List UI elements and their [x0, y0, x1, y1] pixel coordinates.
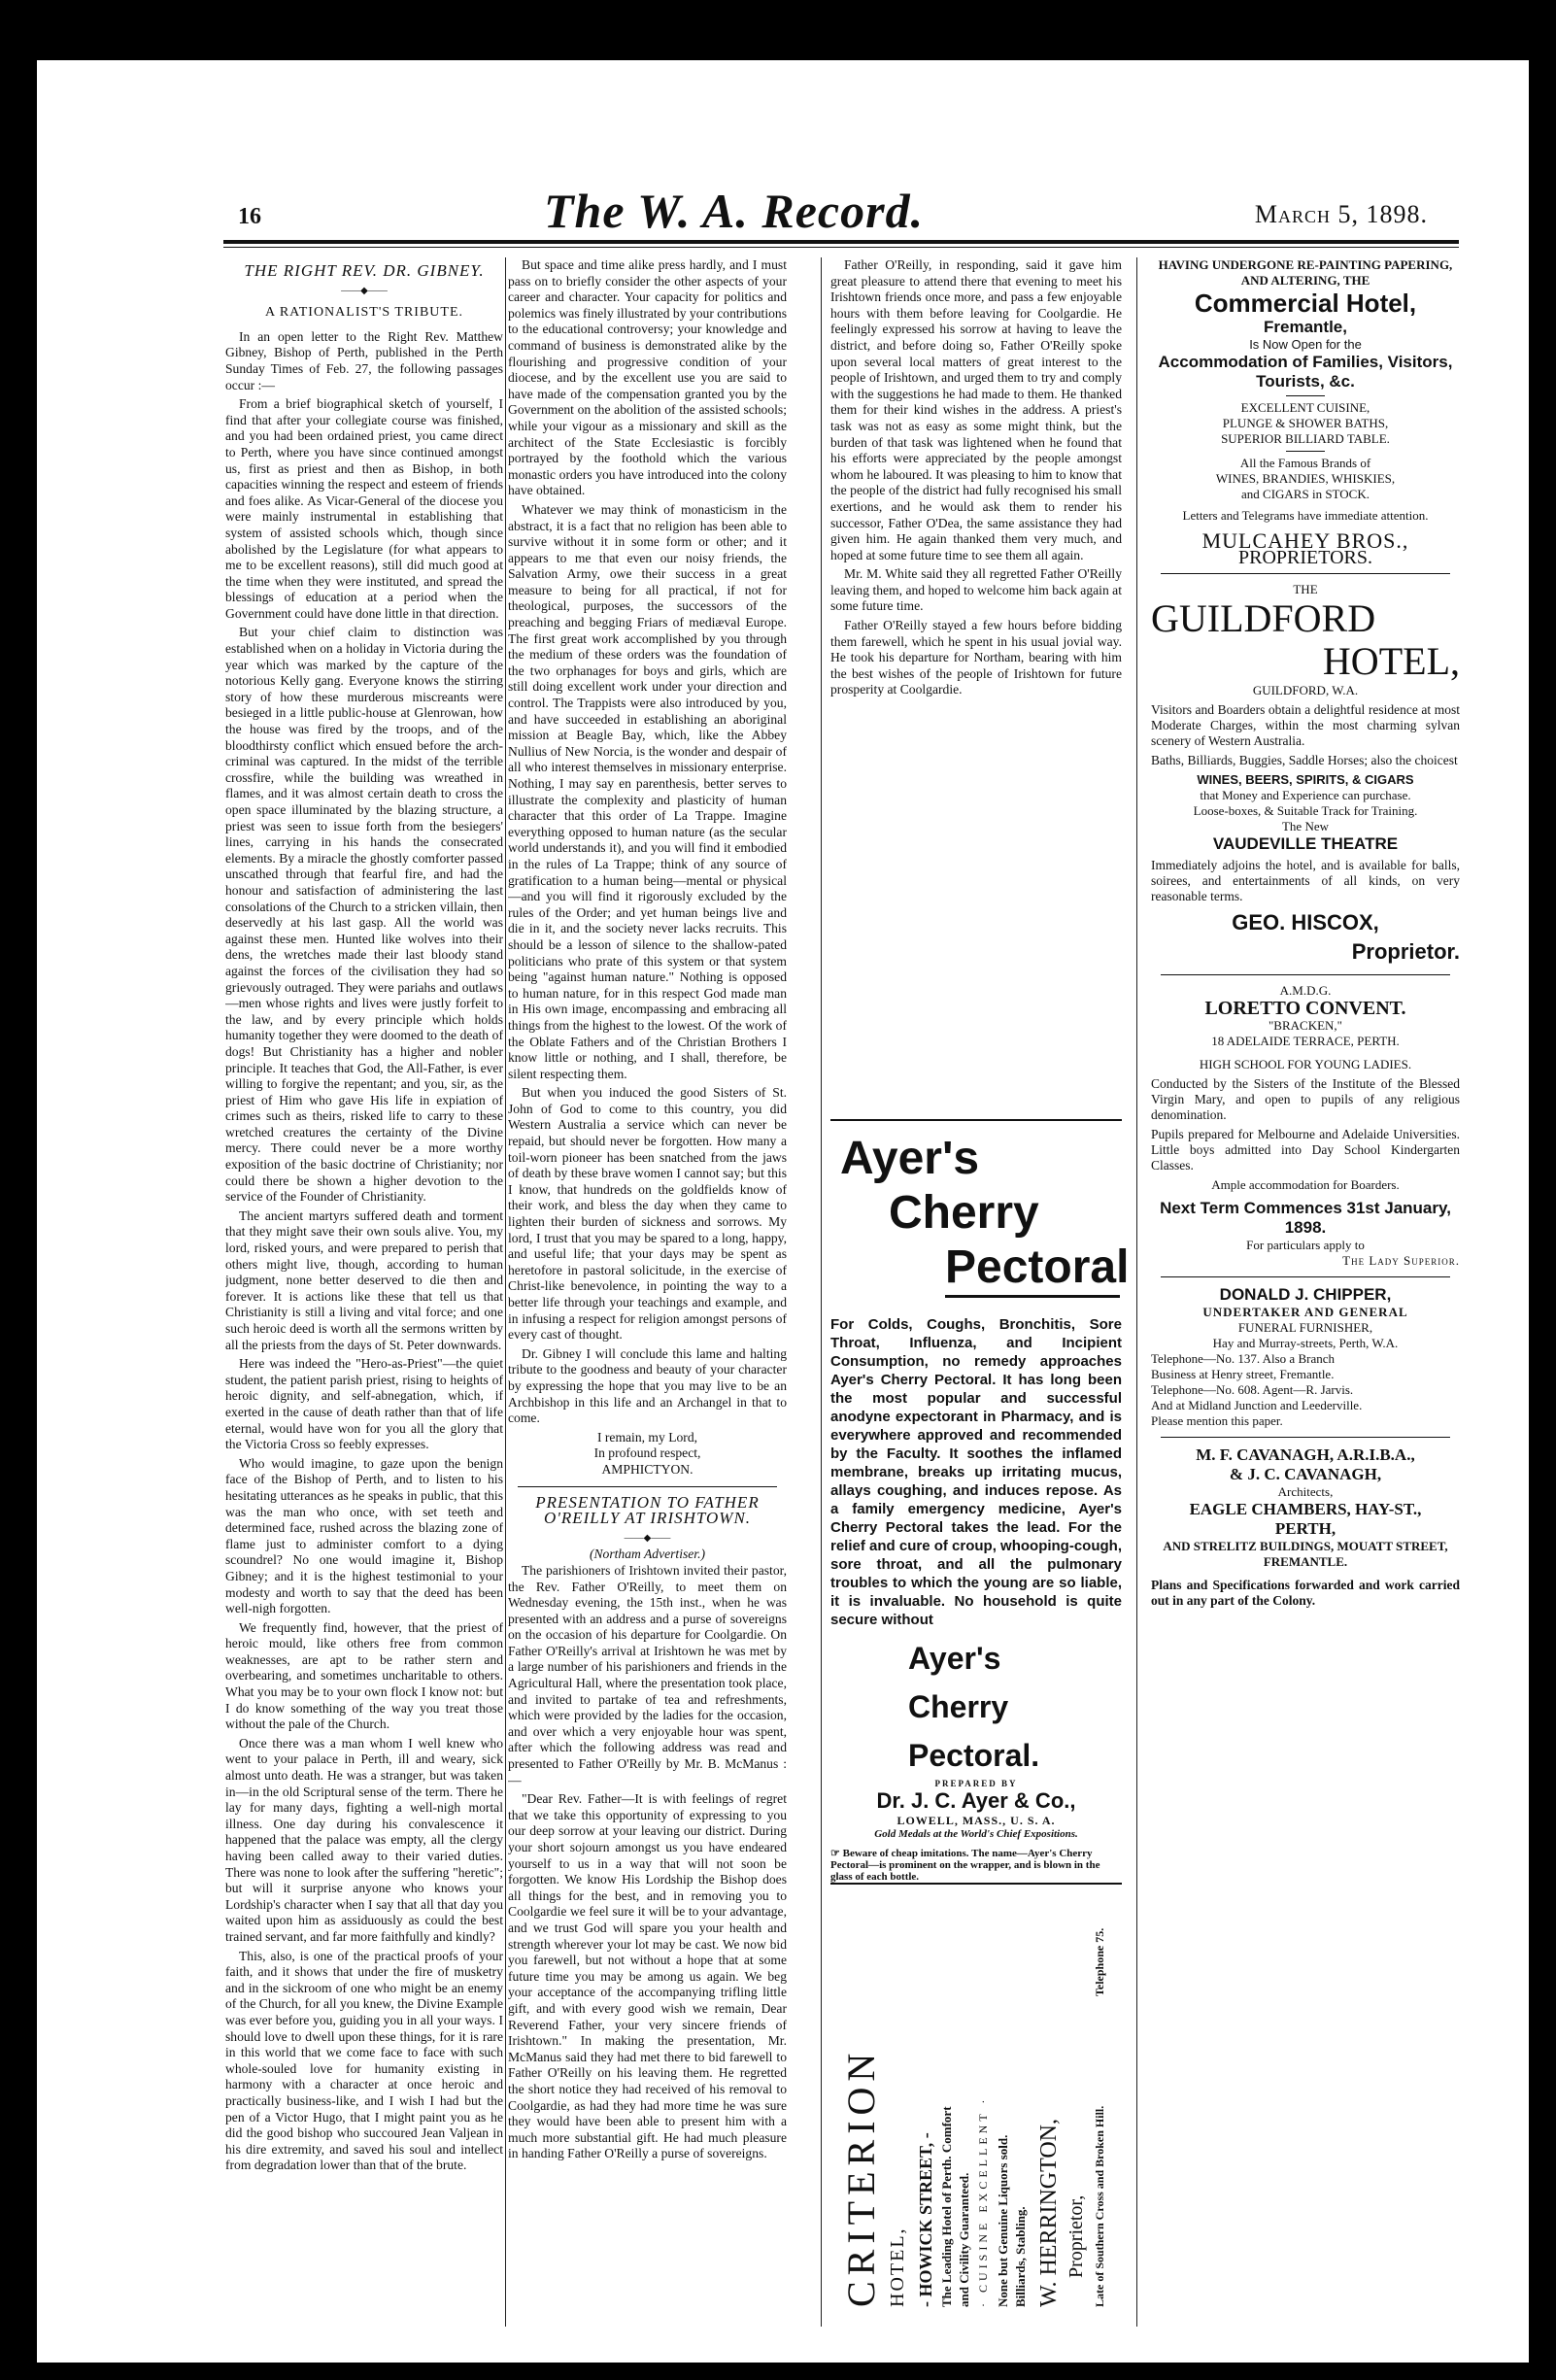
ad-line: HAVING UNDERGONE RE-PAINTING PAPERING, AND ALTERING, THE — [1158, 257, 1453, 288]
ad-paragraph: Immediately adjoins the hotel, and is available for balls, soirees, and entertainments of all kinds, on very reasonable terms. — [1151, 858, 1460, 904]
hotel-place: Fremantle, — [1264, 318, 1347, 336]
ad-line: Letters and Telegrams have immediate attention. — [1182, 508, 1429, 523]
ad-line: None but Genuine Liquors sold. — [996, 2134, 1010, 2307]
business-name: & J. C. CAVANAGH, — [1229, 1465, 1382, 1484]
ad-paragraph: Plans and Specifications forwarded and work carried out in any part of the Colony. — [1151, 1578, 1460, 1609]
criterion-hotel-ad — [830, 1889, 1122, 2317]
ads-column — [1151, 257, 1460, 2317]
article-column-3 — [830, 257, 1122, 1112]
guildford-hotel-ad — [1151, 582, 1460, 967]
divider — [1161, 1437, 1450, 1438]
rotated-ad-content — [830, 1889, 1122, 2317]
proprietors-label: PROPRIETORS. — [1237, 546, 1372, 568]
paragraph: We frequently find, however, that the priest of heroic mould, like others free from common weaknesses, are apt to be rather stern and overbearing, and sometimes uncharitable to others. What you may be to your own flock I know not: but I do know something of the way you treat those without the pale of the Church. — [225, 1619, 503, 1732]
ad-warning: ☞ Beware of cheap imitations. The name—Ayer's Cherry Pectoral—is prominent on the wrapper, and is blown in the glass of each bottle. — [830, 1848, 1100, 1883]
article-source: (Northam Advertiser.) — [589, 1547, 706, 1562]
ad-body: For Colds, Coughs, Bronchitis, Sore Throat, Influenza, and Incipient Consumption, no remedy approaches Ayer's Cherry Pectoral. It has long been the most popular and successful anodyne expectorant in Pharmacy, and is everywhere approved and recommended by the Faculty. It soothes the inflamed membrane, breaks up irritating mucus, allays coughing, and induces repose. As a family emergency medicine, Ayer's Cherry Pectoral takes the lead. For the relief and cure of croup, whooping-cough, sore throat, and all the pulmonary troubles to which the young are so liable, it is invaluable. No household is quite secure without — [830, 1316, 1122, 1628]
ad-line: "BRACKEN," — [1268, 1018, 1342, 1034]
article-headline: PRESENTATION TO FATHER O'REILLY AT IRISHTOWN. — [535, 1492, 760, 1528]
ad-location: LOWELL, MASS., U. S. A. — [896, 1814, 1056, 1827]
paragraph: Mr. M. White said they all regretted Father O'Reilly leaving them, and hoped to welcome him back again at some future time. — [830, 566, 1122, 614]
convent-name: LORETTO CONVENT. — [1204, 998, 1406, 1020]
hotel-name: CRITERION — [839, 2047, 883, 2307]
paragraph: Dr. Gibney I will conclude this lame and halting tribute to the goodness and beauty of your character by expressing the hope that you may live to be an Archbishop in this life and an Archangel in that to come. — [508, 1345, 787, 1426]
business-name: DONALD J. CHIPPER, — [1219, 1285, 1392, 1305]
term-notice: Next Term Commences 31st January, 1898. — [1160, 1199, 1451, 1238]
hotel-name: HOTEL, — [1322, 639, 1460, 684]
proprietor-name: GEO. HISCOX, — [1232, 910, 1379, 935]
divider — [1161, 1276, 1450, 1277]
proprietors-name: MULCAHEY BROS., — [1201, 528, 1409, 553]
scan-border-left — [0, 0, 37, 2380]
page-number: 16 — [238, 204, 261, 229]
ad-line: Billiards, Stabling. — [1013, 2206, 1028, 2307]
ad-headline: Ayer's — [840, 1133, 980, 1184]
signature: AMPHICTYON. — [601, 1461, 693, 1477]
closing: I remain, my Lord, — [596, 1429, 698, 1445]
loretto-convent-ad — [1151, 983, 1460, 1269]
ad-paragraph: Conducted by the Sisters of the Institute of the Blessed Virgin Mary, and open to pupils of any religious denomination. — [1151, 1076, 1460, 1123]
ad-line: And at Midland Junction and Leederville. — [1151, 1398, 1363, 1413]
ayer-cherry-pectoral-ad — [830, 1132, 1130, 1883]
paragraph: The ancient martyrs suffered death and torment that they might save their own souls alive. You, my lord, risked yours, and were prepared to perish that others might live, though, according to human judgment, none better deserved to die then and forever. It is actions like these that tell us that Christianity is still a living and vital force; and one such heroic deed is worth all the sermons written by all the priests from the days of St. Peter downwards. — [225, 1207, 503, 1352]
divider — [1286, 451, 1325, 452]
hotel-name: Commercial Hotel, — [1194, 289, 1417, 318]
ad-line: Telephone—No. 137. Also a Branch — [1151, 1351, 1335, 1367]
ad-line: Ample accommodation for Boarders. — [1211, 1177, 1400, 1193]
ornament: ——◆—— — [341, 285, 388, 296]
ad-paragraph: Baths, Billiards, Buggies, Saddle Horses; also the choicest — [1151, 753, 1458, 768]
commercial-hotel-ad — [1151, 257, 1460, 568]
scan-border-right — [1529, 0, 1556, 2380]
ad-line: All the Famous Brands of — [1239, 456, 1371, 470]
theatre-name: VAUDEVILLE THEATRE — [1212, 834, 1399, 854]
ad-line: The Leading Hotel of Perth. Comfort — [939, 2106, 954, 2307]
ad-line: WINES, BEERS, SPIRITS, & CIGARS — [1197, 772, 1414, 788]
paragraph: The parishioners of Irishtown invited their pastor, the Rev. Father O'Reilly, to meet them on Wednesday evening, the 15th inst., when he was presented with an address and a purse of sovereigns on the occasion of his departure for Coolgardie. On Father O'Reilly's arrival at Irishtown he was met by a large number of his parishioners and friends in the Agricultural Hall, where the presentation took place, and invited to partake of tea and refreshments, which were provided by the ladies for the occasion, and over which a very enjoyable hour was spent, after which the following address was read and presented to Father O'Reilly by Mr. B. McManus :— — [508, 1562, 787, 1787]
paragraph: But your chief claim to distinction was established when on a holiday in Victoria during the year which was marked by the capture of the notorious Kelly gang. Everyone knows the stirring story of how these murderous miscreants were besieged in a little public-house at Glenrowan, how the house was fired by the troops, and of the bloodthirsty conflict which ensued before the arch-criminal was captured. In the midst of the terrible crossfire, while the building was wreathed in flames, and it was almost certain death to cross the open space illuminated by the blazing structure, a priest was seen to issue forth from the besiegers' lines, carrying in his hands the consecrated elements. By a miracle the ghostly comforter passed unscathed through that fearful fire, and had the honour and satisfaction of administering the last consolations of the Church to a stricken villain, then deservedly at his last gasp. All the world was against these men. Hunted like wolves into their dens, the wretches made their last bloody stand against the forces of the civilisation they had so grievously outraged. They were pariahs and outlaws—men whose rights and lives were justly forfeit to the law, and by every principle which holds humanity together they were doomed to the death of dogs! But Christianity has a higher and nobler principle. It teaches that God, the All-Father, is ever willing to forgive the repentant; and you, sir, as the priest of Him who gave His life in expiation of crimes such as theirs, risked life to carry to these wretched creatures the certainty of the Divine mercy. There could never be a more worthy exposition of the basic doctrine of Christianity; nor could there be shown a higher devotion to the service of the Founder of Christianity. — [225, 625, 503, 1205]
paragraph: But space and time alike press hardly, and I must pass on to briefly consider the other aspects of your career and character. Your capacity for politics and polemics was finely illustrated by your contributions to the educational controversy; your knowledge and command of business is demonstrated alike by the flourishing and progressive condition of your diocese, and by the excellent use you are said to have made of the compensation granted you by the Government on the abolition of the assisted schools; while your vigour as a missionary and skill as the architect of the State Ecclesiastic is forcibly portrayed by the foothold which the various monastic orders you have introduced into the colony have obtained. — [508, 257, 787, 498]
ad-line: A.M.D.G. — [1279, 983, 1332, 999]
ad-line: FUNERAL FURNISHER, — [1237, 1320, 1373, 1336]
hotel-place: GUILDFORD, W.A. — [1252, 683, 1359, 698]
masthead-rule-thin — [223, 247, 1459, 248]
ad-line: Late of Southern Cross and Broken Hill. — [1093, 2105, 1106, 2307]
ad-line: UNDERTAKER AND GENERAL — [1202, 1305, 1408, 1320]
ad-headline: Cherry — [889, 1187, 1039, 1239]
column-divider — [821, 257, 822, 2327]
paragraph: Once there was a man whom I well knew who went to your palace in Perth, ill and weary, sick almost unto death. He was a stranger, but was taken in—in the old Scriptural sense of the term. There he lay for many days, fighting a well-nigh mortal illness. One day during his convalescence it happened that the palace was empty, all the clergy having been called away to their varied duties. There was none to look after the suffering "heretic"; but will it surprise anyone who knows your Lordship's character when I say that all that day you waited upon him as assiduously as could the best trained servant, and far more faithfully and kindly? — [225, 1735, 503, 1944]
ad-line: · CUISINE EXCELLENT · — [976, 2095, 990, 2307]
ad-line: AND STRELITZ BUILDINGS, MOUATT STREET, FREMANTLE. — [1163, 1539, 1448, 1570]
divider — [1286, 395, 1325, 396]
proprietor-title: Proprietor. — [1351, 939, 1460, 965]
closing: In profound respect, — [593, 1445, 701, 1461]
ad-line: Loose-boxes, & Suitable Track for Training. — [1193, 803, 1418, 819]
article-column-1 — [225, 257, 503, 2317]
article-column-2 — [508, 257, 787, 2317]
hotel-label: HOTEL, — [887, 2227, 908, 2307]
divider — [1161, 974, 1450, 975]
ornament: ——◆—— — [624, 1532, 671, 1544]
divider — [945, 1295, 1120, 1298]
ad-line: Is Now Open for the — [1249, 337, 1362, 352]
ad-paragraph: Visitors and Boarders obtain a delightful residence at most Moderate Charges, within the most charming sylvan scenery of Western Australia. — [1151, 702, 1460, 749]
ad-line: Architects, — [1277, 1484, 1334, 1500]
chipper-undertaker-ad — [1151, 1285, 1460, 1429]
ad-line: For particulars apply to — [1246, 1238, 1365, 1253]
ad-line: Telephone—No. 608. Agent—R. Jarvis. — [1151, 1382, 1354, 1398]
ad-product: Ayer's — [908, 1641, 1001, 1676]
paragraph: Father O'Reilly stayed a few hours before bidding them farewell, which he spent in his usual jovial way. He took his departure for Northam, bearing with him the best wishes of the people of Irishtown for future prosperity at Coolgardie. — [830, 618, 1122, 697]
ad-border — [830, 1119, 1122, 1121]
ad-medals: Gold Medals at the World's Chief Expositions. — [874, 1828, 1078, 1840]
ad-headline: Pectoral — [945, 1241, 1130, 1293]
scan-border-bottom — [0, 2363, 1556, 2380]
paragraph: From a brief biographical sketch of yourself, I find that after your collegiate course was finished, and you had been ordained priest, you came direct to Perth, where you have since continued amongst us, first as priest and then as Bishop, in both capacities winning the respect and esteem of friends and foes alike. As Vicar-General of the diocese you were mainly instrumental in establishing that system of assisted schools which, though since abolished by the Legislature (for what appears to me to be excellent reasons), still did much good at the time when they were instituted, and spread the blessings of education at a period when the Government could have done little in that direction. — [225, 396, 503, 621]
ad-line: and Civility Guaranteed. — [957, 2172, 971, 2307]
ad-product: Pectoral. — [908, 1738, 1040, 1773]
masthead — [194, 183, 1428, 238]
ad-line: Business at Henry street, Fremantle. — [1151, 1367, 1335, 1382]
ad-line: WINES, BRANDIES, WHISKIES, — [1215, 471, 1396, 486]
proprietor-name: W. HERRINGTON, — [1036, 2118, 1062, 2307]
ad-line: that Money and Experience can purchase. — [1200, 788, 1411, 803]
divider — [518, 1486, 777, 1487]
paragraph: Who would imagine, to gaze upon the benign face of the Bishop of Perth, and to listen to his hesitating utterances as he speaks in public, that this was the man who once, with set teeth and determined face, rushed across the blazing zone of flame just to administer comfort to a dying scoundrel? No one would imagine it, Bishop Gibney; and it is the highest testimonial to your modesty and worth to say that the deed has been well-nigh forgotten. — [225, 1455, 503, 1616]
paragraph: Here was indeed the "Hero-as-Priest"—the quiet student, the patient parish priest, rising to heights of heroic dignity, and self-abnegation, which, if exerted in the cause of death rather than that of life eternal, would have won for you all the glory that the Victoria Cross so feebly expresses. — [225, 1356, 503, 1452]
ad-line: THE — [1293, 582, 1318, 597]
ad-product: Cherry — [908, 1689, 1009, 1724]
paragraph: "Dear Rev. Father—It is with feelings of regret that we take this opportunity of expressing to you our deep sorrow at your leaving our district. During your short sojourn amongst us you have endeared yourself to us in a way that will not soon be forgotten. We know His Lordship the Bishop does all things for the best, and in removing you to Coolgardie we feel sure it will be to your advantage, and we trust God will spare you your health and strength wherever your lot may be cast. We now bid you farewell, but not without a hope that at some future time you may be among us again. We beg your acceptance of the accompanying trifling little gift, and with every good wish we remain, Dear Reverend Father, your very sincere friends of Irishtown." In making the presentation, Mr. McManus said they had met there to bid farewell to Father O'Reilly on his leaving them. He regretted the short notice they had received of his removal to Coolgardie, as had they had more time he was sure they would have been able to present him with a much more substantial gift. He had much pleasure in handing Father O'Reilly a purse of sovereigns. — [508, 1791, 787, 2161]
ad-line: The New — [1281, 819, 1329, 834]
ad-line: Please mention this paper. — [1151, 1413, 1283, 1429]
ad-line: EAGLE CHAMBERS, HAY-ST., — [1189, 1500, 1422, 1519]
article-headline: THE RIGHT REV. DR. GIBNEY. — [244, 261, 485, 280]
paragraph: But when you induced the good Sisters of St. John of God to come to this country, you did Western Australia a service which can never be repaid, but should never be forgotten. How many a toil-worn pioneer has been snatched from the jaws of death by these brave women I cannot say; but this I know, that hundreds on the goldfields know of their work, and bless the day when they came to lighten their burden of sickness and sorrows. My lord, I trust that you may be spared to a long, happy, and useful life; that your days may be spent as heretofore in pastoral solicitude, in the exercise of Christ-like benevolence, in pointing the way to a better life through your teachings and example, and in infusing a respect for religion amongst persons of every cast of thought. — [508, 1085, 787, 1343]
paragraph: Whatever we may think of monasticism in the abstract, it is a fact that no religion has been able to survive without it in some form or other; and it appears to me that even our noisy friends, the Salvation Army, owe their success in a great measure to being for all practical, if not for theological, purposes, the successors of the preaching and begging Friars of mediæval Europe. The first great work accomplished by you through the medium of these orders was the foundation of the two orphanages for boys and girls, which are still doing excellent work under your direction and control. The Trappists were also introduced by you, and have succeeded in establishing an aboriginal mission at Beagle Bay, which, like the Abbey Nullius of New Norcia, is the wonder and despair of all who interest themselves in missionary enterprise. Nothing, I may say en parenthesis, better serves to illustrate the complexity and plasticity of human character that this order of La Trappe. Imagine everything opposed to human nature (as the secular world understands it), and you will find it embodied in the rules of La Trappe; think of any source of gratification to a human being—mental or physical—and you will find it rigorously excluded by the rules of the Order; and yet human beings live and die in it, and the society never lacks recruits. This should be a lesson of silence to the shallow-pated politicians who prate of this system or that system being "against human nature." Nothing is opposed to human nature, for in this respect God made man in His own image, encompassing and embracing all things from the highest to the lowest. Of the work of the Oblate Fathers and of the Christian Brothers I know little or nothing, and I shall, therefore, be silent respecting them. — [508, 501, 787, 1081]
ad-border — [830, 1883, 1122, 1885]
ad-line: Hay and Murray-streets, Perth, W.A. — [1212, 1336, 1399, 1351]
paragraph: Father O'Reilly, in responding, said it gave him great pleasure to attend there that evening to meet his Irishtown friends once more, and pass a few enjoyable hours with them before leaving for Coolgardie. He feelingly expressed his sorrow at having to leave the district, and before doing so, Father O'Reilly spoke upon several local matters of great interest to the people of Irishtown, and urged them to try and comply with the suggestions he had made to them. He thanked them for their kind wishes in the address. A priest's task was not as easy as some might think, but the burden of that task was lightened when he found that his efforts were appreciated by the people amongst whom he laboured. It was pleasing to him to know that the people of the district had fully recognised his small exertions, and he would ask them to render his successor, Father O'Dea, the same assistance they had given him. He again thanked them very much, and hoped at some future time to see them all again. — [830, 257, 1122, 562]
ad-line: The Lady Superior. — [1342, 1253, 1460, 1269]
ad-line: Accommodation of Families, Visitors, Tourists, &c. — [1158, 353, 1453, 391]
column-divider — [1136, 257, 1137, 2327]
hotel-name: GUILDFORD — [1151, 596, 1376, 641]
ad-line: EXCELLENT CUISINE, — [1240, 400, 1370, 415]
article-subhead: A RATIONALIST'S TRIBUTE. — [265, 305, 463, 321]
telephone: Telephone 75. — [1093, 1927, 1106, 1996]
ad-line: PLUNGE & SHOWER BATHS, — [1222, 416, 1389, 430]
newspaper-title: The W. A. Record. — [544, 184, 925, 238]
ad-paragraph: Pupils prepared for Melbourne and Adelaide Universities. Little boys admitted into Day School Kindergarten Classes. — [1151, 1127, 1460, 1173]
issue-date: March 5, 1898. — [1254, 200, 1428, 228]
divider — [1161, 573, 1450, 574]
cavanagh-architects-ad — [1151, 1445, 1460, 1609]
ad-company: Dr. J. C. Ayer & Co., — [876, 1788, 1076, 1813]
paragraph: This, also, is one of the practical proofs of your faith, and it shows that under the fire of musketry and in the sickroom of one who might be an enemy of the Church, for all you knew, the Divine Example was ever before you, guiding you in all your ways. I should love to dwell upon these things, for it is rare in this world that we come face to face with such whole-souled love for humanity existing in harmony with a character at once heroic and practically business-like, and I wish I had but the pen of a Victor Hugo, that I might paint you as he did the good bishop who succoured Jean Valjean in his dire extremity, and saved his soul and intellect from degradation lower than that of the brute. — [225, 1948, 503, 2173]
hotel-street: - HOWICK STREET, - — [916, 2132, 935, 2307]
scan-border-top — [0, 0, 1556, 60]
ad-line: and CIGARS in STOCK. — [1241, 487, 1370, 501]
ad-line: SUPERIOR BILLIARD TABLE. — [1221, 431, 1390, 446]
ad-line: HIGH SCHOOL FOR YOUNG LADIES. — [1199, 1057, 1412, 1072]
business-name: M. F. CAVANAGH, A.R.I.B.A., — [1196, 1445, 1415, 1465]
masthead-rule — [223, 240, 1459, 244]
ad-prepared-by: PREPARED BY — [934, 1779, 1018, 1788]
ad-line: PERTH, — [1274, 1519, 1336, 1539]
ad-line: 18 ADELAIDE TERRACE, PERTH. — [1211, 1034, 1400, 1049]
proprietor-title: Proprietor, — [1066, 2194, 1087, 2278]
paragraph: In an open letter to the Right Rev. Matthew Gibney, Bishop of Perth, published in the Perth Sunday Times of Feb. 27, the following passages occur :— — [225, 328, 503, 392]
column-divider — [505, 257, 506, 2327]
